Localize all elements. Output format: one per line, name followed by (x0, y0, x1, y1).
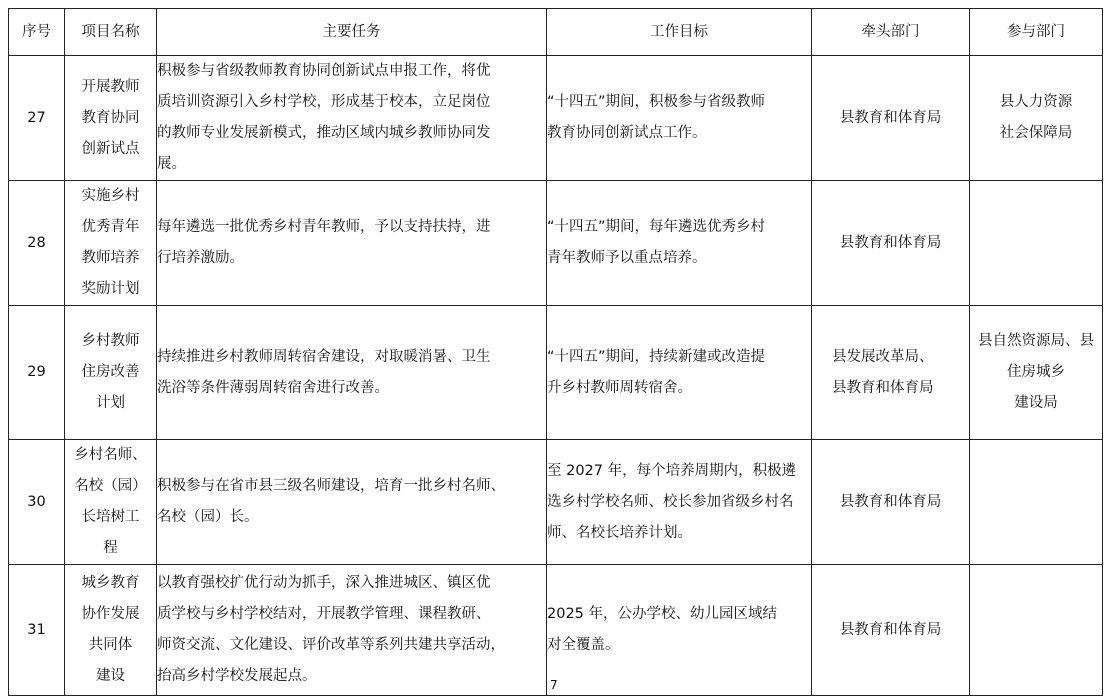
header-task: 主要任务 (157, 9, 547, 56)
lead-department: 县教育和体育局 (839, 493, 942, 510)
table-row (9, 565, 1103, 696)
row-number: 28 (9, 181, 65, 306)
row-number: 30 (9, 440, 65, 565)
row-number: 27 (9, 56, 65, 181)
project-name: 实施乡村 优秀青年 教师培养 奖励计划 (81, 188, 140, 297)
participating-department: 县自然资源局、县 住房城乡 建设局 (978, 333, 1094, 411)
participating-department: 县人力资源 社会保障局 (999, 94, 1073, 141)
header-goal: 工作目标 (547, 9, 812, 56)
page-number: 7 (550, 678, 558, 692)
table-row (9, 440, 1103, 565)
work-goal: “十四五”期间，每年遴选优秀乡村 青年教师予以重点培养。 (547, 219, 766, 266)
header-row (9, 9, 1103, 56)
lead-department: 县教育和体育局 (839, 621, 942, 638)
table-row (9, 56, 1103, 181)
table-row (9, 181, 1103, 306)
work-goal: 2025 年，公办学校、幼儿园区域结 对全覆盖。 (547, 606, 778, 653)
header-lead: 牵头部门 (812, 9, 970, 56)
project-name: 城乡教育 协作发展 共同体 建设 (81, 575, 140, 684)
row-number: 29 (9, 306, 65, 440)
project-name: 乡村名师、 名校（园） 长培树工 程 (74, 447, 147, 556)
main-task: 积极参与在省市县三级名师建设，培育一批乡村名师、 名校（园）长。 (157, 478, 505, 525)
main-task: 持续推进乡村教师周转宿舍建设，对取暖消暑、卫生 洗浴等条件薄弱周转宿舍进行改善。 (157, 348, 491, 396)
project-table (8, 8, 1103, 696)
work-goal: “十四五”期间，积极参与省级教师 教育协同创新试点工作。 (547, 94, 766, 141)
main-task: 以教育强校扩优行动为抓手，深入推进城区、镇区优 质学校与乡村学校结对，开展教学管理、课程教研、 师资交流、文化建设、评价改革等系列共建共享活动， 抬高乡村学校发展起点。 (157, 575, 505, 684)
lead-department: 县教育和体育局 (839, 234, 942, 251)
main-task: 积极参与省级教师教育协同创新试点申报工作，将优 质培训资源引入乡村学校，形成基于校本，立足岗位 的教师专业发展新模式，推动区域内城乡教师协同发 展。 (157, 63, 491, 172)
work-goal: 至 2027 年，每个培养周期内，积极遴 选乡村学校名师、校长参加省级乡村名 师、名校长培养计划。 (547, 462, 797, 541)
main-task: 每年遴选一批优秀乡村青年教师，予以支持扶持，进 行培养激励。 (157, 219, 491, 266)
row-number: 31 (9, 565, 65, 696)
table-row (9, 306, 1103, 440)
header-part: 参与部门 (970, 9, 1103, 56)
project-name: 乡村教师 住房改善 计划 (81, 333, 140, 411)
lead-department: 县教育和体育局 (839, 109, 942, 126)
project-name: 开展教师 教育协同 创新试点 (81, 78, 140, 157)
work-goal: “十四五”期间，持续新建或改造提 升乡村教师周转宿舍。 (547, 348, 766, 396)
header-name: 项目名称 (65, 9, 157, 56)
header-num: 序号 (9, 9, 65, 56)
lead-department: 县发展改革局、 县教育和体育局 (832, 348, 934, 396)
